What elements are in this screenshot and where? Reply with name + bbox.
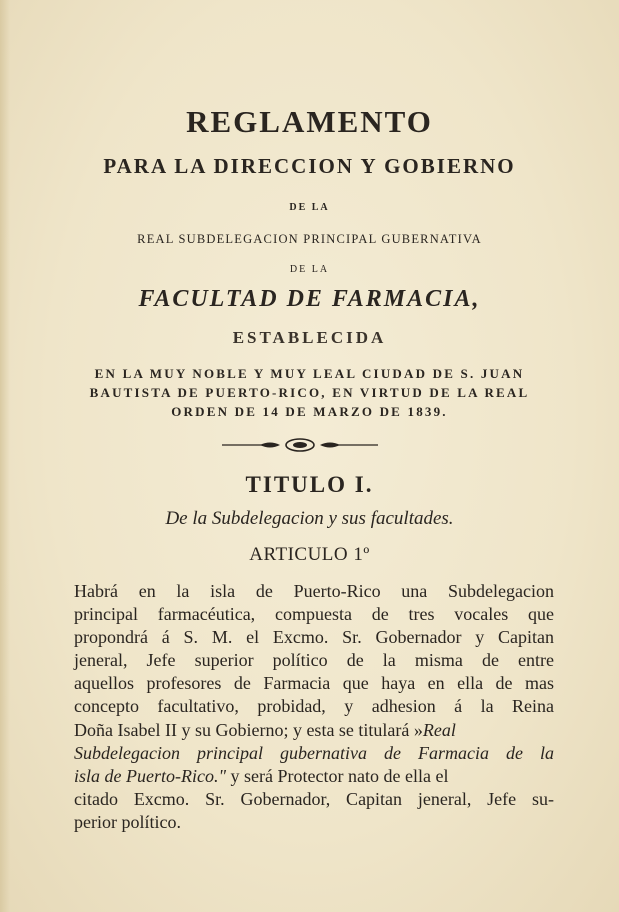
body-line [74,719,554,742]
real-subdelegacion-line: REAL SUBDELEGACION PRINCIPAL GUBERNATIVA [137,232,482,246]
body-line: concepto facultativo, probidad, y adhesion á la Reina [74,696,554,717]
body-line: propondrá á S. M. el Excmo. Sr. Gobernador y Capitan [74,627,554,648]
articulo-heading: ARTICULO 1º [249,544,370,565]
body-line: aquellos profesores de Farmacia que haya en ella de mas [74,673,554,694]
de-la-connector-2: DE LA [289,264,330,275]
body-line: citado Excmo. Sr. Gobernador, Capitan jeneral, Jefe su- [74,788,554,809]
titulo-heading: TITULO I. [245,472,374,497]
body-italic-segment: Real [422,719,456,740]
body-text-segment: y será Protector nato de ella el [226,765,449,786]
body-line: Habrá en la isla de Puerto-Rico una Subdelegacion [74,581,554,601]
ornamental-divider [220,436,380,454]
facultad-de-farmacia-heading: FACULTAD DE FARMACIA, [138,286,481,312]
body-line: Subdelegacion principal gubernativa de Farmacia de la [74,742,554,763]
place-description [0,364,619,421]
body-line: principal farmacéutica, compuesta de tres vocales que [74,604,554,625]
de-la-connector-1: DE LA [289,202,330,213]
document-subtitle: PARA LA DIRECCION Y GOBIERNO [103,154,516,178]
establecida-heading: ESTABLECIDA [232,328,387,347]
place-line-3: ORDEN DE 14 DE MARZO DE 1839. [171,404,448,419]
body-line: perior político. [74,811,181,832]
place-line-2: BAUTISTA DE PUERTO-RICO, EN VIRTUD DE LA REAL [89,385,530,400]
document-title: REGLAMENTO [186,104,433,139]
place-line-1: EN LA MUY NOBLE Y MUY LEAL CIUDAD DE S. JUAN [94,366,525,381]
titulo-subtitle: De la Subdelegacion y sus facultades. [165,508,454,529]
body-text-segment: Doña Isabel II y su Gobierno; y esta se titulará » [74,719,423,740]
body-italic-segment: isla de Puerto-Rico." [74,765,227,786]
article-body [74,580,554,834]
body-line [74,765,554,788]
body-line: jeneral, Jefe superior político de la misma de entre [74,650,554,671]
